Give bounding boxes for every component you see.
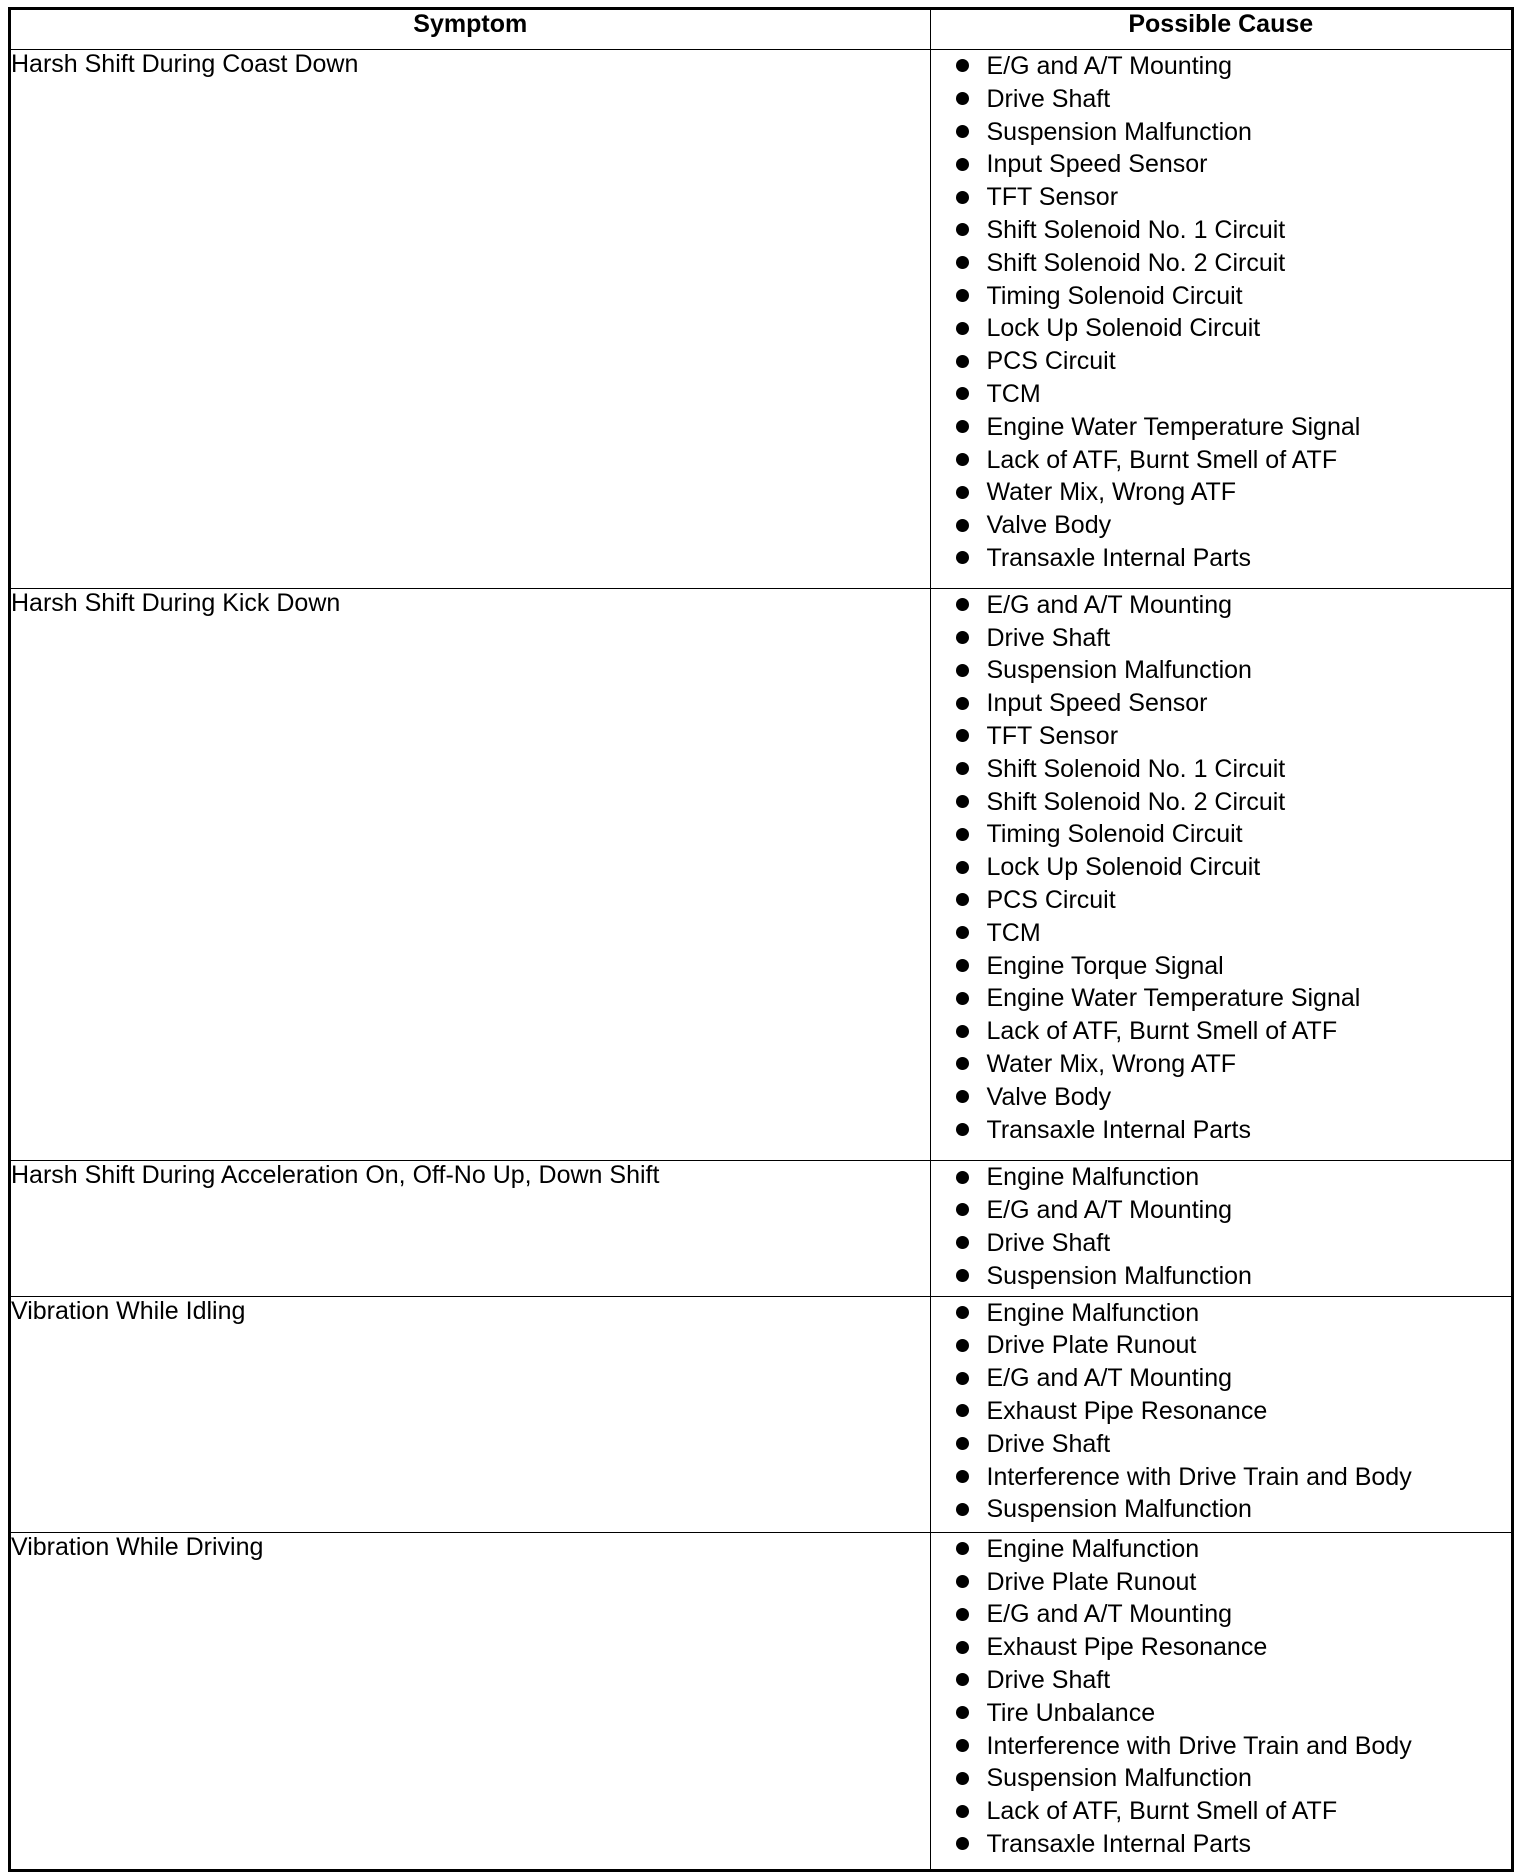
bullet-icon	[956, 1706, 969, 1719]
cause-list-item	[931, 1395, 1512, 1428]
cause-text: Drive Shaft	[986, 1429, 1111, 1458]
possible-cause-cell	[930, 1532, 1511, 1869]
bullet-icon	[956, 1673, 969, 1686]
bullet-icon	[956, 1575, 969, 1588]
table-row	[11, 50, 1511, 589]
bullet-icon	[956, 992, 969, 1005]
bullet-icon	[956, 1772, 969, 1785]
cause-list-item	[931, 622, 1512, 655]
bullet-icon	[956, 697, 969, 710]
bullet-icon	[956, 1236, 969, 1249]
cause-list-item	[931, 720, 1512, 753]
table-row	[11, 1161, 1511, 1296]
bullet-icon	[956, 1339, 969, 1352]
cause-list-item	[931, 1114, 1512, 1147]
cause-text: Interference with Drive Train and Body	[986, 1462, 1412, 1491]
bullet-icon	[956, 959, 969, 972]
cause-text: E/G and A/T Mounting	[986, 52, 1233, 80]
cause-text: Timing Solenoid Circuit	[986, 820, 1243, 849]
cause-list-item	[931, 411, 1512, 444]
bullet-icon	[956, 762, 969, 775]
cause-text: TCM	[986, 918, 1041, 947]
bullet-icon	[956, 795, 969, 808]
cause-text: Engine Malfunction	[986, 1163, 1200, 1192]
cause-list-item	[931, 247, 1512, 280]
bullet-icon	[956, 1805, 969, 1818]
symptom-cell: Harsh Shift During Kick Down	[11, 588, 930, 1160]
cause-text: E/G and A/T Mounting	[986, 1195, 1233, 1224]
cause-list	[931, 1533, 1512, 1861]
cause-text: Engine Water Temperature Signal	[986, 412, 1361, 441]
cause-list-item	[931, 884, 1512, 917]
table-body	[11, 50, 1511, 1870]
cause-text: Input Speed Sensor	[986, 150, 1208, 179]
cause-list-item	[931, 444, 1512, 477]
cause-text: Shift Solenoid No. 2 Circuit	[986, 787, 1286, 816]
bullet-icon	[956, 420, 969, 433]
cause-list-item	[931, 1048, 1512, 1081]
cause-text: Drive Shaft	[986, 1666, 1111, 1695]
bullet-icon	[956, 158, 969, 171]
cause-list-item	[931, 1493, 1512, 1526]
cause-text: Engine Water Temperature Signal	[986, 984, 1361, 1013]
cause-text: Shift Solenoid No. 2 Circuit	[986, 248, 1286, 277]
cause-text: Shift Solenoid No. 1 Circuit	[986, 754, 1286, 783]
cause-list-item	[931, 1730, 1512, 1763]
cause-text: E/G and A/T Mounting	[986, 1600, 1233, 1629]
cause-list-item	[931, 1362, 1512, 1395]
cause-text: Suspension Malfunction	[986, 1261, 1252, 1290]
cause-text: TFT Sensor	[986, 183, 1119, 212]
cause-list-item	[931, 1015, 1512, 1048]
cause-list-item	[931, 1697, 1512, 1730]
cause-text: Engine Malfunction	[986, 1298, 1200, 1327]
cause-text: Shift Solenoid No. 1 Circuit	[986, 215, 1286, 244]
bullet-icon	[956, 729, 969, 742]
cause-text: Suspension Malfunction	[986, 117, 1252, 146]
cause-text: PCS Circuit	[986, 347, 1116, 376]
cause-text: Suspension Malfunction	[986, 656, 1252, 685]
bullet-icon	[956, 1608, 969, 1621]
bullet-icon	[956, 355, 969, 368]
bullet-icon	[956, 1123, 969, 1136]
bullet-icon	[956, 861, 969, 874]
bullet-icon	[956, 1404, 969, 1417]
diagnosis-table	[11, 10, 1511, 1869]
symptom-cell: Harsh Shift During Acceleration On, Off-No Up, Down Shift	[11, 1161, 930, 1296]
bullet-icon	[956, 1739, 969, 1752]
cause-text: Valve Body	[986, 1082, 1112, 1111]
cause-list-item	[931, 1329, 1512, 1362]
symptom-cell: Vibration While Idling	[11, 1296, 930, 1532]
cause-text: Drive Plate Runout	[986, 1331, 1197, 1360]
cause-list-item	[931, 378, 1512, 411]
cause-text: TFT Sensor	[986, 721, 1119, 750]
symptom-cell: Harsh Shift During Coast Down	[11, 50, 930, 589]
cause-text: Water Mix, Wrong ATF	[986, 478, 1237, 507]
bullet-icon	[956, 1372, 969, 1385]
cause-list-item	[931, 753, 1512, 786]
cause-text: Lock Up Solenoid Circuit	[986, 314, 1261, 343]
cause-text: Lock Up Solenoid Circuit	[986, 853, 1261, 882]
cause-list-item	[931, 1297, 1512, 1330]
cause-text: Drive Shaft	[986, 623, 1111, 652]
bullet-icon	[956, 191, 969, 204]
cause-text: Transaxle Internal Parts	[986, 1115, 1251, 1144]
bullet-icon	[956, 828, 969, 841]
cause-list	[931, 50, 1512, 575]
possible-cause-cell	[930, 1161, 1511, 1296]
symptom-column-header: Symptom	[11, 10, 930, 50]
cause-list-item	[931, 214, 1512, 247]
cause-list-item	[931, 280, 1512, 313]
bullet-icon	[956, 1641, 969, 1654]
cause-text: Drive Shaft	[986, 84, 1111, 113]
bullet-icon	[956, 1542, 969, 1555]
cause-list-item	[931, 116, 1512, 149]
cause-text: Engine Torque Signal	[986, 951, 1224, 980]
cause-text: E/G and A/T Mounting	[986, 590, 1233, 619]
possible-cause-cell	[930, 1296, 1511, 1532]
bullet-icon	[956, 289, 969, 302]
cause-text: Lack of ATF, Burnt Smell of ATF	[986, 1797, 1338, 1826]
cause-text: Tire Unbalance	[986, 1698, 1156, 1727]
cause-text: Transaxle Internal Parts	[986, 543, 1251, 572]
cause-text: PCS Circuit	[986, 885, 1116, 914]
header-row	[11, 10, 1511, 50]
bullet-icon	[956, 59, 969, 72]
cause-text: Valve Body	[986, 511, 1112, 540]
cause-list-item	[931, 917, 1512, 950]
bullet-icon	[956, 1090, 969, 1103]
cause-text: Drive Shaft	[986, 1228, 1111, 1257]
cause-list-item	[931, 950, 1512, 983]
cause-list-item	[931, 542, 1512, 575]
cause-list-item	[931, 83, 1512, 116]
cause-list-item	[931, 1533, 1512, 1566]
bullet-icon	[956, 1470, 969, 1483]
bullet-icon	[956, 223, 969, 236]
cause-list-item	[931, 345, 1512, 378]
cause-text: Lack of ATF, Burnt Smell of ATF	[986, 445, 1338, 474]
bullet-icon	[956, 1057, 969, 1070]
cause-list-item	[931, 1598, 1512, 1631]
bullet-icon	[956, 926, 969, 939]
cause-list	[931, 589, 1512, 1147]
possible-cause-column-header: Possible Cause	[930, 10, 1511, 50]
cause-text: Suspension Malfunction	[986, 1495, 1252, 1524]
cause-list-item	[931, 1762, 1512, 1795]
cause-list-item	[931, 687, 1512, 720]
bullet-icon	[956, 1503, 969, 1516]
cause-list-item	[931, 786, 1512, 819]
cause-text: Water Mix, Wrong ATF	[986, 1049, 1237, 1078]
bullet-icon	[956, 519, 969, 532]
cause-list-item	[931, 50, 1512, 83]
cause-list-item	[931, 589, 1512, 622]
bullet-icon	[956, 893, 969, 906]
bullet-icon	[956, 551, 969, 564]
cause-text: Input Speed Sensor	[986, 689, 1208, 718]
cause-list-item	[931, 1260, 1512, 1293]
bullet-icon	[956, 1306, 969, 1319]
cause-list-item	[931, 148, 1512, 181]
cause-list-item	[931, 851, 1512, 884]
cause-text: Exhaust Pipe Resonance	[986, 1633, 1268, 1662]
cause-list-item	[931, 1828, 1512, 1861]
bullet-icon	[956, 1837, 969, 1850]
diagnosis-table-frame	[8, 7, 1514, 1872]
possible-cause-cell	[930, 50, 1511, 589]
cause-list-item	[931, 1227, 1512, 1260]
cause-list-item	[931, 654, 1512, 687]
cause-list-item	[931, 476, 1512, 509]
cause-list-item	[931, 818, 1512, 851]
cause-list-item	[931, 509, 1512, 542]
cause-text: Suspension Malfunction	[986, 1764, 1252, 1793]
cause-list-item	[931, 1631, 1512, 1664]
bullet-icon	[956, 322, 969, 335]
symptom-cell: Vibration While Driving	[11, 1532, 930, 1869]
table-row	[11, 1296, 1511, 1532]
cause-list	[931, 1297, 1512, 1527]
cause-text: Engine Malfunction	[986, 1534, 1200, 1563]
bullet-icon	[956, 1203, 969, 1216]
bullet-icon	[956, 486, 969, 499]
bullet-icon	[956, 1025, 969, 1038]
bullet-icon	[956, 631, 969, 644]
bullet-icon	[956, 598, 969, 611]
cause-text: Exhaust Pipe Resonance	[986, 1396, 1268, 1425]
cause-list	[931, 1161, 1512, 1292]
cause-list-item	[931, 1461, 1512, 1494]
possible-cause-cell	[930, 588, 1511, 1160]
bullet-icon	[956, 256, 969, 269]
cause-list-item	[931, 1664, 1512, 1697]
table-row	[11, 588, 1511, 1160]
bullet-icon	[956, 664, 969, 677]
bullet-icon	[956, 1171, 969, 1184]
cause-text: TCM	[986, 379, 1041, 408]
cause-text: Lack of ATF, Burnt Smell of ATF	[986, 1017, 1338, 1046]
cause-text: E/G and A/T Mounting	[986, 1364, 1233, 1393]
cause-list-item	[931, 1795, 1512, 1828]
cause-list-item	[931, 1194, 1512, 1227]
cause-list-item	[931, 982, 1512, 1015]
cause-text: Interference with Drive Train and Body	[986, 1731, 1412, 1760]
cause-text: Drive Plate Runout	[986, 1567, 1197, 1596]
cause-text: Timing Solenoid Circuit	[986, 281, 1243, 310]
bullet-icon	[956, 387, 969, 400]
cause-list-item	[931, 1566, 1512, 1599]
cause-text: Transaxle Internal Parts	[986, 1830, 1251, 1859]
bullet-icon	[956, 1269, 969, 1282]
cause-list-item	[931, 1161, 1512, 1194]
cause-list-item	[931, 181, 1512, 214]
bullet-icon	[956, 92, 969, 105]
table-row	[11, 1532, 1511, 1869]
cause-list-item	[931, 1081, 1512, 1114]
bullet-icon	[956, 125, 969, 138]
cause-list-item	[931, 312, 1512, 345]
bullet-icon	[956, 1437, 969, 1450]
cause-list-item	[931, 1428, 1512, 1461]
bullet-icon	[956, 453, 969, 466]
